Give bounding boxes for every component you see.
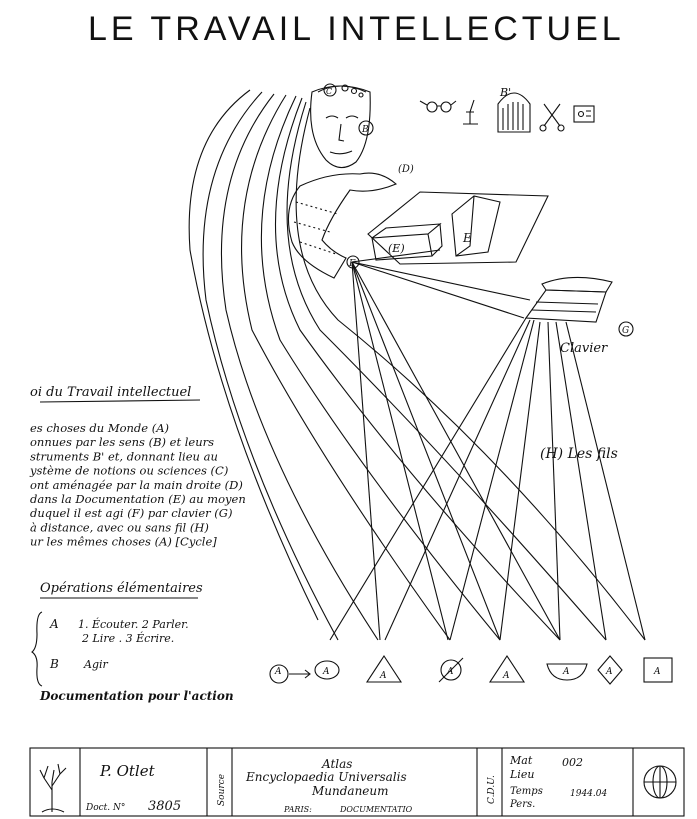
footer-temps-value: 1944.04 [570, 789, 608, 799]
footer-pers-label: Pers. [510, 799, 536, 810]
shape-label: A [323, 667, 330, 677]
law-heading: oi du Travail intellectuel [30, 385, 192, 400]
documentation-book [452, 196, 500, 256]
documentation-for-action: Documentation pour l'action [40, 689, 234, 703]
tree-emblem-icon [40, 764, 66, 812]
footer-doc-no-label: Doct. N° [86, 803, 126, 813]
shape-diamond [598, 656, 622, 684]
law-lines [29, 421, 246, 549]
operations-b-line: Agir [84, 658, 108, 671]
flow-line [287, 102, 606, 640]
typewriter-keyboard [526, 277, 633, 356]
flow-lines [189, 90, 645, 640]
label-c: C [326, 87, 333, 96]
label-d: (D) [398, 164, 414, 175]
label-clavier: Clavier [560, 341, 608, 356]
footer-author: P. Otlet [100, 762, 155, 780]
shape-circle-crossed [439, 658, 463, 682]
shape-triangle [367, 656, 401, 682]
shape-label: A [275, 667, 282, 677]
shape-label: A [606, 667, 613, 677]
law-line: dans la Documentation (E) au moyen [30, 492, 246, 506]
shape-circle [315, 661, 339, 679]
flow-line [556, 322, 606, 640]
footer-source-label: Source [217, 773, 227, 806]
label-f: F [349, 259, 356, 269]
shape-label: A [447, 667, 454, 677]
footer-mundaneum: Mundaneum [312, 784, 389, 798]
law-line: onnues par les sens (B) et leurs [30, 435, 215, 450]
operations-a-line1: 1. Écouter. 2 Parler. [78, 618, 189, 631]
label-b: B [362, 125, 369, 135]
law-text-block [29, 385, 246, 549]
label-h-les-fils: (H) Les fils [540, 446, 618, 462]
footer-doc-no: 3805 [148, 799, 182, 814]
operations-heading: Opérations élémentaires [40, 581, 203, 596]
thinker-head [311, 84, 373, 168]
footer-mat-value: 002 [562, 756, 583, 769]
label-e-box: (E) [388, 242, 405, 255]
arm-and-desk [288, 164, 548, 278]
flow-line [450, 320, 534, 640]
shape-label: A [563, 667, 570, 677]
flow-line [548, 322, 560, 640]
flow-line [352, 262, 530, 300]
shape-triangle [490, 656, 524, 682]
radio-set-icon [574, 106, 594, 122]
flow-line [203, 92, 338, 640]
flow-line [385, 320, 530, 640]
footer-lieu-label: Lieu [510, 768, 535, 781]
shape-square [644, 658, 672, 682]
label-g: G [622, 326, 630, 336]
shape-half-circle [547, 664, 587, 680]
page-title: LE TRAVAIL INTELLECTUEL [88, 10, 625, 48]
law-line: ur les mêmes choses (A) [Cycle] [30, 534, 217, 549]
spectacles-icon [420, 101, 456, 112]
footer-encyclopaedia: Encyclopaedia Universalis [246, 770, 407, 784]
shape-circle-arrow [270, 665, 310, 683]
footer-atlas: Atlas [322, 757, 353, 771]
law-line: ont aménagée par la main droite (D) [30, 477, 243, 492]
operations-b-label: B [50, 657, 59, 671]
law-line: duquel il est agi (F) par clavier (G) [30, 506, 233, 521]
shape-label: A [380, 671, 387, 681]
things-of-the-world-shapes [270, 656, 672, 684]
shape-label: A [654, 667, 661, 677]
footer-documentatio: DOCUMENTATIO [340, 805, 413, 814]
instruments-illustration [420, 86, 594, 132]
law-line: ystème de notions ou sciences (C) [30, 463, 229, 478]
footer-paris: PARIS: [284, 805, 312, 814]
flow-line [242, 95, 450, 640]
operations-block [32, 581, 234, 703]
globe-icon [644, 766, 676, 798]
label-b-prime: B' [500, 86, 512, 99]
label-e-book: E [463, 231, 472, 245]
microscope-icon [463, 100, 478, 124]
flow-line [566, 322, 645, 640]
law-line: es choses du Monde (A) [30, 421, 170, 435]
flow-line [221, 94, 378, 640]
operations-a-label: A [50, 617, 59, 631]
law-line: struments B' et, donnant lieu au [30, 449, 218, 464]
footer-catalog-card [30, 748, 684, 816]
footer-temps-label: Temps [510, 786, 543, 797]
footer-cdu: C.D.U. [487, 775, 497, 804]
law-line: à distance, avec ou sans fil (H) [30, 520, 209, 535]
scissors-icon [540, 104, 564, 131]
footer-mat-label: Mat [510, 754, 533, 767]
flow-line [352, 262, 500, 640]
shape-label: A [503, 671, 510, 681]
operations-a-line2: 2 Lire . 3 Écrire. [82, 632, 175, 645]
